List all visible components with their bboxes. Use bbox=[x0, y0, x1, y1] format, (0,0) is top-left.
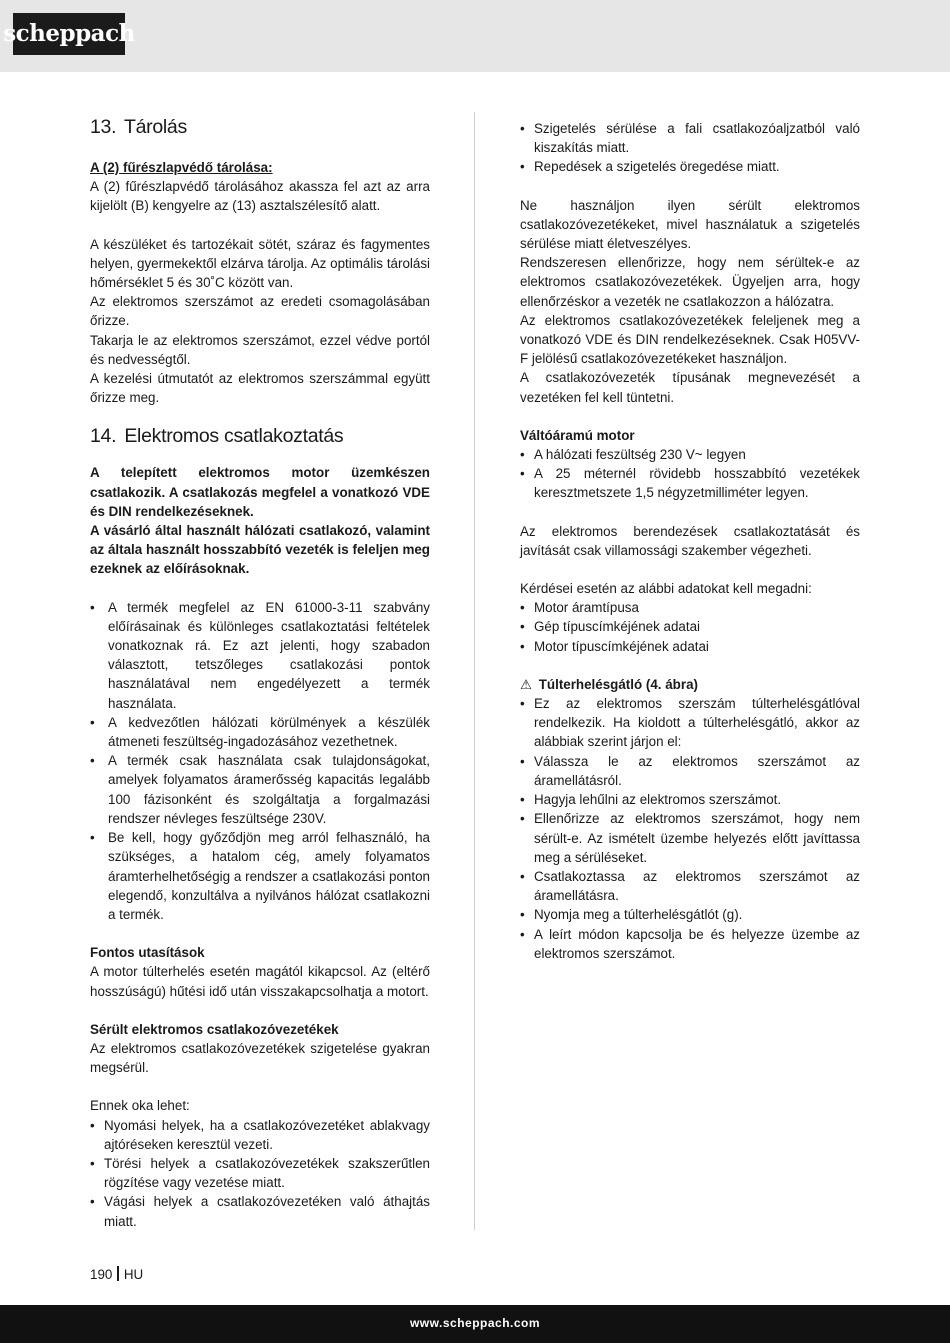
storage-cover-paragraph: Takarja le az elektromos szerszámot, ezzel védve portól és nedvességtől. bbox=[90, 332, 430, 367]
ac-motor-list bbox=[520, 445, 860, 503]
section-13-number: 13. bbox=[90, 116, 117, 138]
list-item: • Ez az elektromos szerszám túlterhelésgátlóval rendelkezik. Ha kioldott a túlterhelésgátló, akkor az alábbiak szerint járjon el: bbox=[520, 694, 860, 752]
plug-requirement-bold-text: A vásárló által használt hálózati csatlakozó, valamint az általa használt hosszabbító vezeték is feleljen meg ezeknek az előírásoknak. bbox=[90, 523, 430, 577]
list-item: • A leírt módon kapcsolja be és helyezze üzembe az elektromos szerszámot. bbox=[520, 925, 860, 963]
section-14-number: 14. bbox=[90, 425, 117, 448]
language-code: HU bbox=[123, 1267, 144, 1282]
list-item: • Nyomási helyek, ha a csatlakozóvezetéket ablakvagy ajtóréseken keresztül vezeti. bbox=[90, 1116, 430, 1154]
section-13-heading bbox=[90, 114, 430, 140]
important-instructions-text: A motor túlterhelés esetén magától kikapcsol. Az (eltérő hosszúságú) hűtési idő után visszakapcsolhatja a motort. bbox=[90, 964, 430, 999]
list-item: • A kedvezőtlen hálózati körülmények a készülék átmeneti feszültség-ingadozásához vezethetnek. bbox=[90, 713, 430, 751]
list-item: • A termék csak használata csak tulajdonságokat, amelyek folyamatos áramerősség kapacitás legalább 100 fázisonként és szolgáltatja a forgalmazási rendszer névleges feszültsége 230V. bbox=[90, 751, 430, 828]
list-item: • Csatlakoztassa az elektromos szerszámot az áramellátásra. bbox=[520, 867, 860, 905]
list-item: • Vágási helyek a csatlakozóvezetéken való áthajtás miatt. bbox=[90, 1192, 430, 1230]
do-not-use-paragraph: Ne használjon ilyen sérült elektromos csatlakozóvezetékeket, mivel használatuk a szigetelés sérülése miatt életveszélyes. bbox=[520, 197, 860, 252]
important-instructions-title: Fontos utasítások bbox=[90, 945, 205, 961]
page-number-footer bbox=[90, 1265, 143, 1284]
motor-connection-bold-text: A telepített elektromos motor üzemkészen csatlakozik. A csatlakozás megfelel a vonatkozó VDE és DIN rendelkezéseknek. bbox=[90, 465, 430, 519]
list-item: • A termék megfelel az EN 61000-3-11 szabvány előírásainak és különleges csatlakoztatási feltételek vonatkoznak rá. Ez azt jelenti, hogy szabadon választott, tetszőleges csatlakozási pontok használatával nem engedélyezett a termék használata. bbox=[90, 598, 430, 713]
blade-guard-storage-text: A (2) fűrészlapvédő tárolásához akassza fel azt az arra kijelölt (B) kengyelre az (13) asztalszélesítő alatt. bbox=[90, 179, 430, 214]
website-link[interactable]: www.scheppach.com bbox=[409, 1316, 541, 1330]
list-item: • Motor típuscímkéjének adatai bbox=[520, 637, 860, 656]
list-item: • Motor áramtípusa bbox=[520, 598, 860, 617]
expert-paragraph: Az elektromos berendezések csatlakoztatását és javítását csak villamossági szakember végezheti. bbox=[520, 523, 860, 558]
section-14-title: Elektromos csatlakoztatás bbox=[124, 425, 344, 448]
overload-protection-list bbox=[520, 694, 860, 963]
list-item: • A 25 méternél rövidebb hosszabbító vezetékek keresztmetszete 1,5 négyzetmilliméter legyen. bbox=[520, 464, 860, 502]
overload-title-text: Túlterhelésgátló (4. ábra) bbox=[538, 676, 698, 692]
storage-packaging-paragraph: Az elektromos szerszámot az eredeti csomagolásában őrizze. bbox=[90, 294, 430, 329]
list-item: • Be kell, hogy győződjön meg arról felhasználó, ha szükséges, a hatalom cég, amely folyamatos áramterhelhetőségig a rendszer a csatlakozási ponton elegendő, konzultálva a nyilvános hálózat csatlakozni a termék. bbox=[90, 828, 430, 924]
list-item: • Gép típuscímkéjének adatai bbox=[520, 617, 860, 636]
list-item: • Válassza le az elektromos szerszámot az áramellátásról. bbox=[520, 752, 860, 790]
list-item: • Törési helyek a csatlakozóvezetékek szakszerűtlen rögzítése vagy vezetése miatt. bbox=[90, 1154, 430, 1192]
footer-separator bbox=[117, 1266, 119, 1281]
list-item: • Hagyja lehűlni az elektromos szerszámot. bbox=[520, 790, 860, 809]
regular-check-paragraph: Rendszeresen ellenőrizze, hogy nem sérültek-e az elektromos csatlakozóvezetékek. Ügyeljen arra, hogy ellenőrzéskor a vezeték ne csatlakozzon a hálózatra. bbox=[520, 255, 860, 309]
vde-din-paragraph: Az elektromos csatlakozóvezetékek feleljenek meg a vonatkozó VDE és DIN rendelkezéseknek. Csak H05VV-F jelölésű csatlakozóvezetékeket használjon. bbox=[520, 312, 860, 367]
column-divider bbox=[474, 112, 475, 1230]
right-column bbox=[520, 119, 860, 963]
storage-paragraph: A készüléket és tartozékait sötét, száraz és fagymentes helyen, gyermekektől elzárva tárolja. Az optimális tárolási hőmérséklet 5 és 30˚C között van. bbox=[90, 236, 430, 291]
damaged-cables-text: Az elektromos csatlakozóvezetékek szigetelése gyakran megsérül. bbox=[90, 1040, 430, 1076]
page-number: 190 bbox=[90, 1267, 113, 1282]
ac-motor-title: Váltóáramú motor bbox=[520, 427, 635, 443]
warning-triangle-icon: ⚠ bbox=[520, 676, 533, 692]
section-13-title: Tárolás bbox=[123, 116, 187, 138]
damaged-cables-title: Sérült elektromos csatlakozóvezetékek bbox=[90, 1021, 339, 1037]
list-item: • Repedések a szigetelés öregedése miatt. bbox=[520, 157, 860, 176]
blade-guard-storage-subtitle: A (2) fűrészlapvédő tárolása: bbox=[90, 160, 273, 175]
insulation-damage-list bbox=[520, 119, 860, 177]
list-item: • Szigetelés sérülése a fali csatlakozóaljzatból való kiszakítás miatt. bbox=[520, 119, 860, 157]
brand-logo: scheppach bbox=[13, 13, 125, 55]
questions-paragraph: Kérdései esetén az alábbi adatokat kell megadni: bbox=[520, 581, 812, 597]
causes-bullet-list bbox=[90, 1116, 430, 1231]
causes-intro: Ennek oka lehet: bbox=[90, 1098, 190, 1114]
list-item: • A hálózati feszültség 230 V~ legyen bbox=[520, 445, 860, 464]
cable-type-paragraph: A csatlakozóvezeték típusának megnevezését a vezetéken fel kell tüntetni. bbox=[520, 370, 860, 405]
list-item: • Ellenőrizze az elektromos szerszámot, hogy nem sérült-e. Az ismételt üzembe helyezés előtt javíttassa meg a sérüléseket. bbox=[520, 809, 860, 867]
list-item: • Nyomja meg a túlterhelésgátlót (g). bbox=[520, 905, 860, 924]
questions-list bbox=[520, 598, 860, 656]
overload-protection-title bbox=[520, 675, 860, 694]
header-bar bbox=[0, 0, 950, 72]
left-column bbox=[90, 114, 430, 1231]
connection-bullet-list bbox=[90, 598, 430, 924]
section-14-heading bbox=[90, 423, 430, 449]
storage-manual-paragraph: A kezelési útmutatót az elektromos szerszámmal együtt őrizze meg. bbox=[90, 371, 430, 406]
